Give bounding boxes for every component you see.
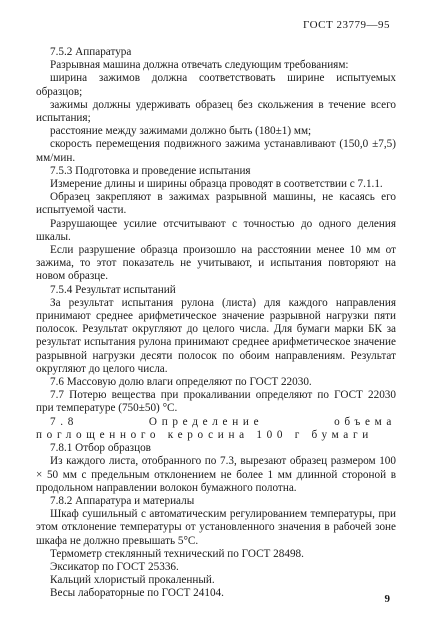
paragraph: За результат испытания рулона (листа) для каждого направления принимают среднее арифметическое значение разрывной нагрузки пяти полосок. Результат округляют до целого числа. Для бумаги марки БК за результат испытания рулона принимают среднее арифметическое значение разрывной нагрузки десяти полосок по обоим направлениям. Результат округляют до целого числа. [36, 296, 396, 375]
paragraph: расстояние между зажимами должно быть (180±1) мм; [50, 125, 312, 138]
paragraph: Из каждого листа, отобранного по 7.3, вырезают образец размером 100 × 50 мм с предельным отклонением не более 1 мм длинной стороной в продольном направлении волокон бумажного полотна. [36, 455, 396, 494]
paragraph: Если разрушение образца произошло на расстоянии менее 10 мм от зажима, то этот показатель не учитывают, и испытания повторяют на новом образце. [36, 244, 396, 283]
paragraph: 7.5.3 Подготовка и проведение испытания [50, 164, 251, 177]
paragraph: Измерение длины и ширины образца проводят в соответствии с 7.1.1. [50, 178, 383, 191]
paragraph: Кальций хлористый прокаленный. [50, 574, 215, 587]
document-body [36, 46, 396, 601]
paragraph: 7.5.4 Результат испытаний [50, 283, 176, 296]
paragraph: 7.6 Массовую долю влаги определяют по ГОСТ 22030. [50, 376, 312, 389]
paragraph: Эксикатор по ГОСТ 25336. [50, 560, 179, 573]
page-number: 9 [384, 593, 390, 605]
paragraph: 7.8.2 Аппаратура и материалы [50, 494, 195, 507]
paragraph: 7.8.1 Отбор образцов [50, 442, 151, 455]
paragraph: Разрушающее усилие отсчитывают с точностью до одного деления шкалы. [36, 217, 396, 243]
paragraph: ширина зажимов должна соответствовать ширине испытуемых образцов; [36, 72, 396, 98]
paragraph: зажимы должны удерживать образец без скольжения в течение всего испытания; [36, 98, 396, 125]
paragraph: Разрывная машина должна отвечать следующим требованиям: [50, 59, 349, 72]
paragraph: 7.7 Потерю вещества при прокаливании определяют по ГОСТ 22030 при температуре (750±50) °С. [36, 389, 396, 415]
paragraph: 7.5.2 Аппаратура [50, 46, 132, 58]
paragraph: скорость перемещения подвижного зажима устанавливают (150,0 ±7,5) мм/мин. [36, 138, 396, 164]
document-header: ГОСТ 23779—95 [303, 19, 390, 31]
paragraph: 7.8 Определение объема поглощенного керосина 100 г бумаги [36, 415, 396, 441]
paragraph: Весы лабораторные по ГОСТ 24104. [50, 587, 224, 600]
paragraph: Термометр стеклянный технический по ГОСТ 28498. [50, 547, 304, 560]
paragraph: Образец закрепляют в зажимах разрывной машины, не касаясь его испытуемой части. [36, 191, 396, 217]
paragraph: Шкаф сушильный с автоматическим регулированием температуры, при этом отклонение температуры от установленного значения в рабочей зоне шкафа не должно превышать 5°С. [36, 508, 396, 547]
